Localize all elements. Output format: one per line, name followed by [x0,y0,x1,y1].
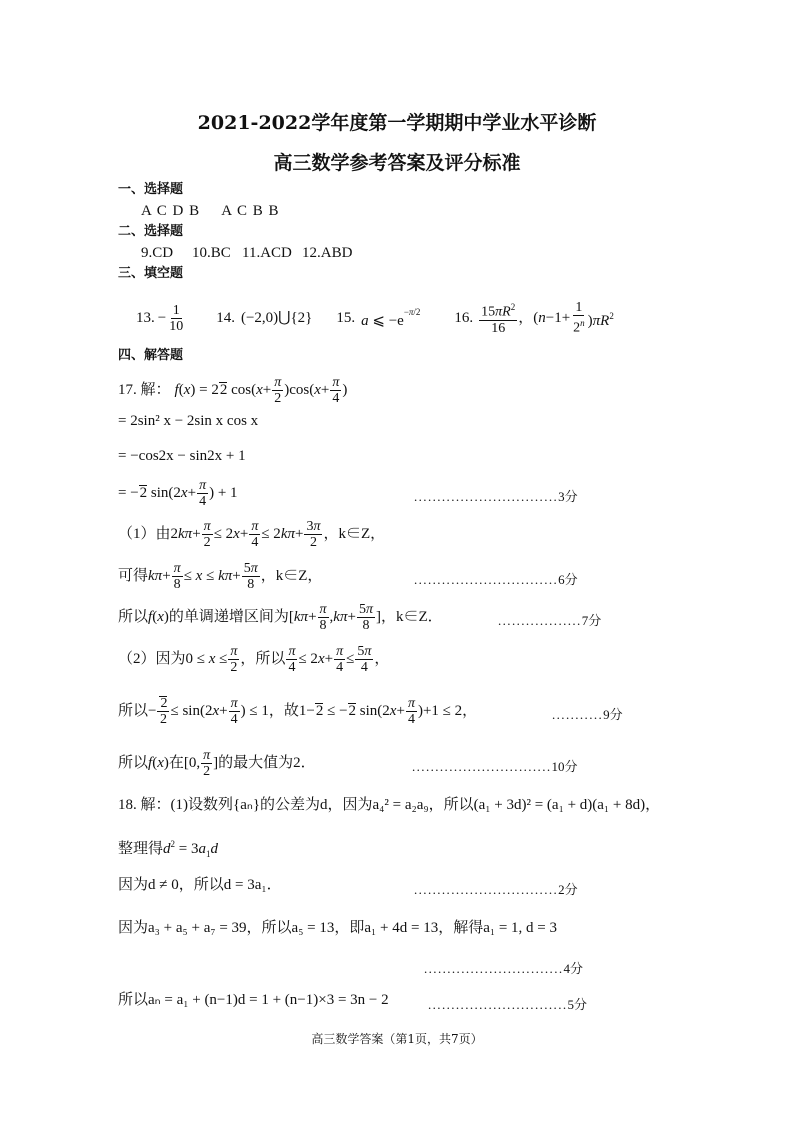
q17-label: 17. 解： [118,382,171,398]
q17-line-1: 17. 解： f(x) = 22 cos(x+ $\frac{\pi}{2}$ )cos(x+ $\frac{\pi}{4}$ ) [118,374,348,406]
q17-part2-line2: 所以 − $\frac{2}{2}$ ≤ sin(2x+ $\frac{\pi}{4}$ ) ≤ 1 ，故 1−2 ≤ −2 sin(2x+ $\frac{\pi}{4}$ )+1 ≤ 2， [118,695,478,727]
score-4: ..............................4分 [424,961,584,976]
q18-line-2: 整理得$d^2 = 3a_1d$ [118,839,218,859]
q18-line-1: 18. 解：(1)设数列{aₙ}的公差为d，因为a₄² = a₂a₉，所以(a₁ + 3d)² = (a₁ + d)(a₁ + 8d)， [118,797,661,813]
q15-label: 15. [336,310,356,326]
q17-part1: （1）由 2kπ+ $\frac{\pi}{2}$ ≤ 2x+ $\frac{\pi}{4}$ ≤ 2kπ+ $\frac{3\pi}{2}$ ，k∈Z， [118,518,386,550]
q14-label: 14. [216,310,235,326]
q16-fraction-2: $\frac{1}{2^n}$ [573,300,585,336]
section-heading-solutions: 四、解答题 [118,348,184,363]
score-5: ..............................5分 [428,997,588,1012]
q17-part1-interval: 所以 f(x) 的单调递增区间为 [kπ+ $\frac{\pi}{8}$ ,kπ+ $\frac{5\pi}{8}$ ] ，k∈Z． [118,601,443,633]
q16-label: 16. [454,310,474,326]
section-heading-multi-choice: 二、选择题 [118,224,184,239]
section-heading-fill-in: 三、填空题 [118,266,184,281]
page-title: 2021-2022学年度第一学期期中学业水平诊断 [197,112,597,134]
q17-part2: （2）因为 0 ≤ x ≤ $\frac{\pi}{2}$ ，所以 $\frac{\pi}{4}$ ≤ 2x+ $\frac{\pi}{4}$ ≤ $\frac{5\pi}{4}$ ， [118,643,390,675]
page-subtitle: 高三数学参考答案及评分标准 [273,152,521,174]
q14-answer: (−2,0)⋃{2} [240,310,313,326]
score-3: ...............................3分 [414,489,578,504]
q15-answer: a ⩽ $-e^{-\pi/2}$ [361,306,421,329]
q17-step-3: = −2 sin(2x+ $\frac{\pi}{4}$ ) + 1 [118,477,238,509]
q13-fraction: $\frac{1}{10}$ [169,302,184,334]
section-heading-choice: 一、选择题 [118,182,184,197]
q17-step-1: = 2sin² x − 2sin x cos x [118,413,259,429]
multi-choice-answer-12: 12.ABD [302,245,353,261]
q16-fraction: $\frac{15\pi R^2}{16}$ [481,302,516,336]
score-6: ...............................6分 [414,572,578,587]
q18-line-5: 所以aₙ = a₁ + (n−1)d = 1 + (n−1)×3 = 3n − 2 [118,992,389,1008]
score-7: ..................7分 [498,613,602,628]
q17-part2-max: 所以 f(x) 在 [0, $\frac{\pi}{2}$ ] 的最大值为2． [118,747,316,779]
q18-line-3: 因为d ≠ 0，所以d = 3a₁． [118,877,282,893]
score-2: ...............................2分 [414,882,578,897]
q17-part1-result: 可得 kπ+ $\frac{\pi}{8}$ ≤ x ≤ kπ+ $\frac{5\pi}{8}$ ，k∈Z， [118,560,323,592]
q18-line-4: 因为a₃ + a₅ + a₇ = 39，所以a₅ = 13，即a₁ + 4d = 13，解得a₁ = 1, d = 3 [118,920,558,936]
q17-step-2: = −cos2x − sin2x + 1 [118,448,246,464]
multi-choice-answer-10: 10.BC [192,245,231,261]
multi-choice-answer-9: 9.CD [141,245,174,261]
choice-answers: A C D B A C B B [141,203,279,219]
q13-label: 13. [136,310,155,326]
multi-choice-answer-11: 11.ACD [242,245,292,261]
score-10: ..............................10分 [412,759,578,774]
fill-in-answers: 13. − $\frac{1}{10}$ 14. (−2,0)⋃{2} 15. a ⩽ $-e^{-\pi/2}$ 16. $\frac{15\pi R^2}{16}$ ，(n−1+ $\frac{1}{2^n}$ )$\pi R^2$ [136,300,614,336]
page-footer: 高三数学答案（第1页，共7页） [311,1032,483,1046]
score-9: ...........9分 [552,707,623,722]
